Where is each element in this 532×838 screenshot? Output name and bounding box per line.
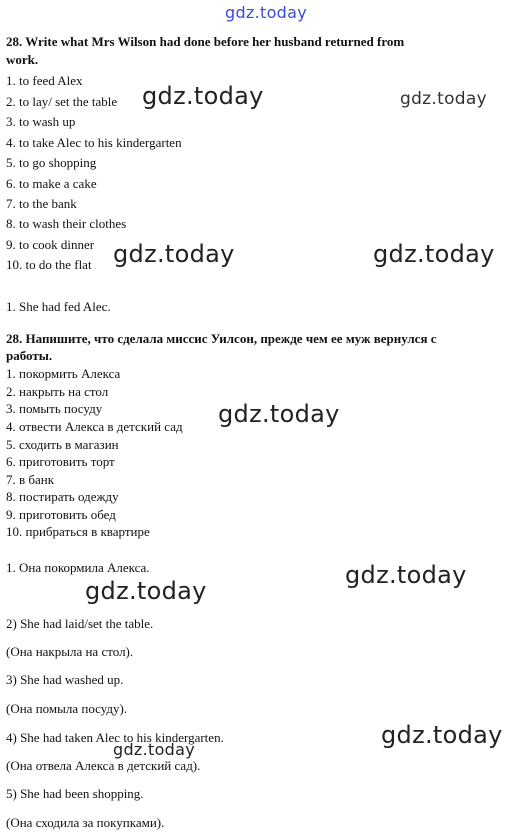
list-item: 2. накрыть на стол [6,384,109,399]
list-item: 10. to do the flat [6,257,92,272]
example-answer-en: 1. She had fed Alec. [6,299,111,314]
list-item: 10. прибраться в квартире [6,524,150,539]
watermark: gdz.today [381,721,503,749]
task-heading-ru: 28. Напишите, что сделала миссис Уилсон, прежде чем ее муж вернулся с [6,331,437,346]
list-item: 5. сходить в магазин [6,437,119,452]
answer-ru: (Она помыла посуду). [6,701,128,716]
watermark: gdz.today [113,240,235,268]
answer-ru: (Она накрыла на стол). [6,644,134,659]
list-item: 1. to feed Alex [6,73,83,88]
list-item: 4. to take Alec to his kindergarten [6,135,182,150]
watermark: gdz.today [373,240,495,268]
watermark-top: gdz.today [225,3,307,22]
list-item: 4. отвести Алекса в детский сад [6,419,183,434]
watermark: gdz.today [85,577,207,605]
watermark: gdz.today [218,400,340,428]
watermark: gdz.today [142,82,264,110]
list-item: 7. в банк [6,472,55,487]
watermark: gdz.today [400,89,487,109]
answer-en: 2) She had laid/set the table. [6,616,154,631]
answer-ru: (Она сходила за покупками). [6,815,165,830]
watermark: gdz.today [113,740,195,759]
task-heading-en: 28. Write what Mrs Wilson had done before her husband returned from [6,34,405,49]
task-heading-ru-cont: работы. [6,348,53,363]
answer-ru: (Она отвела Алекса в детский сад). [6,758,201,773]
list-item: 6. приготовить торт [6,454,115,469]
task-heading-en-cont: work. [6,52,39,67]
list-item: 7. to the bank [6,196,77,211]
list-item: 8. постирать одежду [6,489,119,504]
list-item: 8. to wash their clothes [6,216,127,231]
list-item: 2. to lay/ set the table [6,94,118,109]
answer-en: 4) She had taken Alec to his kindergarten. [6,730,224,745]
list-item: 3. to wash up [6,114,76,129]
list-item: 5. to go shopping [6,155,97,170]
answer-en: 3) She had washed up. [6,672,124,687]
list-item: 9. приготовить обед [6,507,116,522]
example-answer-ru: 1. Она покормила Алекса. [6,560,150,575]
watermark: gdz.today [345,561,467,589]
list-item: 1. покормить Алекса [6,366,121,381]
list-item: 6. to make a cake [6,176,97,191]
answer-en: 5) She had been shopping. [6,786,144,801]
list-item: 9. to cook dinner [6,237,95,252]
list-item: 3. помыть посуду [6,401,103,416]
